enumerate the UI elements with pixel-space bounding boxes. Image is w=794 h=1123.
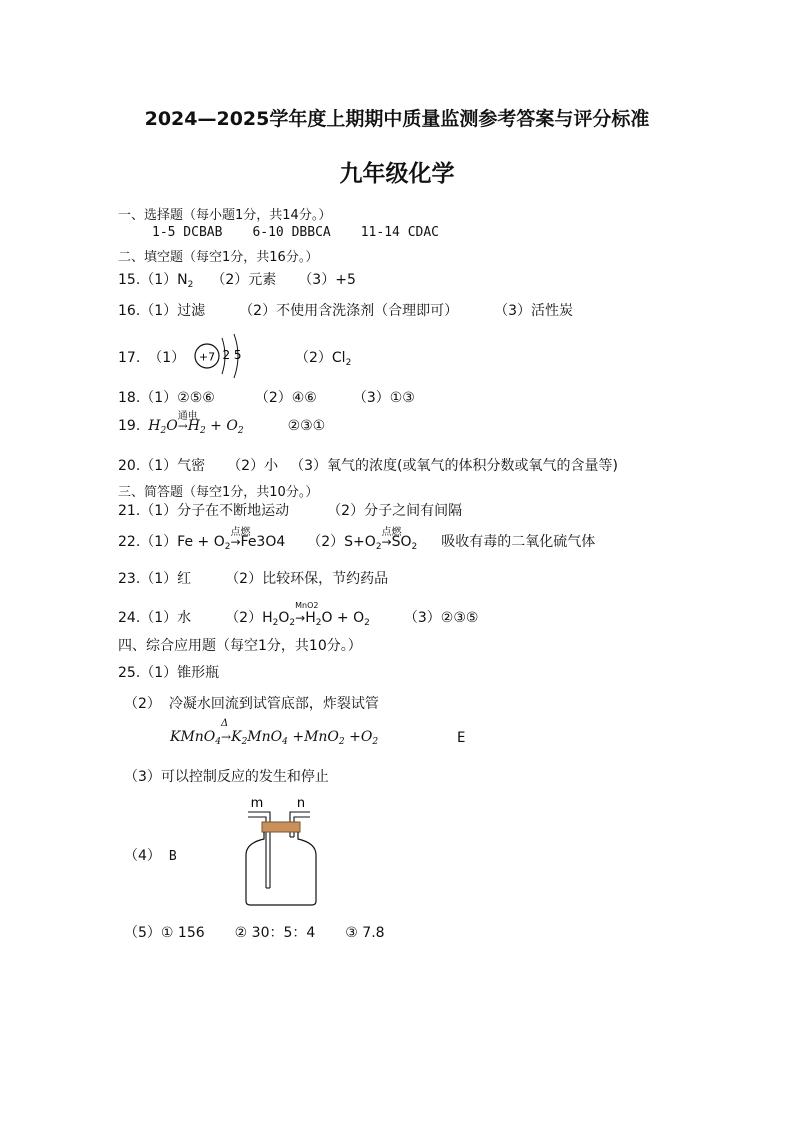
q22-part-2: $(2)S+O_2$ 点燃 $\to SO_2$ (307, 534, 417, 550)
q25-collection-letter: E (457, 730, 466, 746)
q22-number: 22. (118, 534, 141, 550)
atom-structure-diagram (188, 328, 258, 384)
section-2-heading: 二、填空题（每空1分，共16分。） (118, 250, 319, 265)
gas-bottle-diagram (236, 793, 326, 909)
q25-row (118, 662, 219, 682)
q25-part-4-row (124, 845, 177, 865)
q20-part-1: （1）气密 (140, 458, 206, 474)
q25-part-3: （3）可以控制反应的发生和停止 (124, 769, 329, 785)
q17-number: 17. (118, 350, 141, 366)
q18-part-3: （3）①③ (352, 390, 415, 406)
section-1-heading: 一、选择题（每小题1分，共14分。） (118, 208, 332, 223)
q25-part-4-letter: B (168, 849, 177, 864)
q16-part-2: （2）不使用含洗涤剂（合理即可） (239, 303, 459, 319)
q19-part-2: ②③① (287, 418, 326, 434)
choice-answer-2: 6-10 DBBCA (252, 225, 331, 240)
q24-part-1: （1）水 (140, 610, 192, 626)
bottle-body (246, 832, 316, 905)
q19-number: 19. (118, 418, 141, 434)
q25-part-2-row (124, 693, 379, 713)
rubber-stopper (262, 822, 300, 832)
choice-answer-3: 11-14 CDAC (360, 225, 440, 240)
q23-row (118, 568, 388, 588)
q24-part-3: （3）②③⑤ (403, 610, 479, 626)
q17-part-2: $(2)Cl_2$ (295, 350, 352, 368)
q22-row (118, 527, 596, 552)
q18-row (118, 387, 415, 407)
q16-part-1: （1）过滤 (140, 303, 206, 319)
q25-part-1: （1）锥形瓶 (140, 665, 220, 681)
q15-part-2: （2）元素 (211, 272, 277, 288)
nucleus-charge: +7 (198, 350, 216, 364)
q25-part-5-answer-2: ② 30：5：4 (234, 925, 316, 941)
q15-row (118, 269, 356, 290)
q25-part-5-label: （5） (124, 925, 161, 941)
q23-part-2: （2）比较环保，节约药品 (225, 571, 389, 587)
q16-row (118, 300, 573, 320)
q19-equation: $H_2O$ 通电 $\to H_2 + O_2$ (148, 418, 243, 434)
q16-part-3: （3）活性炭 (494, 303, 574, 319)
q17-row (118, 347, 185, 367)
q20-row (118, 455, 618, 475)
q24-row (118, 601, 479, 628)
q21-number: 21. (118, 503, 141, 519)
q20-number: 20. (118, 458, 141, 474)
q25-part-5-row (124, 922, 385, 942)
q24-part-2: $(2)H_2O_2$ MnO2 $\to H_2O + O_2$ (225, 601, 370, 628)
q15-part-1: $(1)N_2$ (140, 272, 194, 290)
q17-part-1: （1） (148, 350, 186, 366)
q25-number: 25. (118, 665, 141, 681)
q25-part-2-label: （2） (124, 696, 161, 712)
q25-condition: Δ (221, 718, 229, 729)
section-3-heading: 三、简答题（每空1分，共10分。） (118, 485, 319, 500)
q18-part-1: （1）②⑤⑥ (140, 390, 215, 406)
electron-counts: 2 5 (222, 348, 242, 362)
bottle-label-n: n (296, 796, 306, 811)
q21-row (118, 500, 462, 520)
q25-part-5-answer-3: ③ 7.8 (345, 925, 385, 941)
q25-part-5-answer-1: ① 156 (160, 925, 205, 941)
q25-equation: KMnO$_4$ Δ $\to K_2MnO_4 +MnO_2 +O_2$ (170, 718, 379, 747)
q25-part-4-label: （4） (124, 848, 161, 864)
choice-answer-1: 1-5 DCBAB (152, 225, 223, 240)
q24-number: 24. (118, 610, 141, 626)
document-subtitle: 九年级化学 (339, 161, 455, 187)
q18-part-2: （2）④⑥ (254, 390, 317, 406)
q23-number: 23. (118, 571, 141, 587)
section-4-heading: 四、综合应用题（每空1分，共10分。） (118, 638, 362, 654)
choice-answers (152, 225, 439, 240)
q21-part-2: （2）分子之间有间隔 (327, 503, 463, 519)
q22-part-1: $(1)Fe + O_2$ 点燃 →Fe3O4 (140, 534, 285, 550)
q22-condition-2: 点燃 (381, 527, 402, 538)
q20-part-2: （2）小 (227, 458, 279, 474)
q20-part-3: （3）氧气的浓度(或氧气的体积分数或氧气的含量等) (290, 458, 618, 474)
q23-part-1: （1）红 (140, 571, 192, 587)
q25-part-2-text: 冷凝水回流到试管底部，炸裂试管 (168, 696, 379, 712)
q19-row (118, 411, 326, 436)
q15-number: 15. (118, 272, 141, 288)
q21-part-1: （1）分子在不断地运动 (140, 503, 290, 519)
q24-condition: MnO2 (295, 601, 319, 610)
q22-condition-1: 点燃 (230, 527, 251, 538)
q16-number: 16. (118, 303, 141, 319)
q15-part-3: （3）+5 (298, 272, 356, 288)
document-title: 2024—2025学年度上期期中质量监测参考答案与评分标准 (144, 108, 650, 130)
q22-part-3: 吸收有毒的二氧化硫气体 (441, 534, 596, 550)
q18-number: 18. (118, 390, 141, 406)
q19-condition: 通电 (177, 411, 198, 422)
bottle-label-m: m (250, 796, 264, 811)
